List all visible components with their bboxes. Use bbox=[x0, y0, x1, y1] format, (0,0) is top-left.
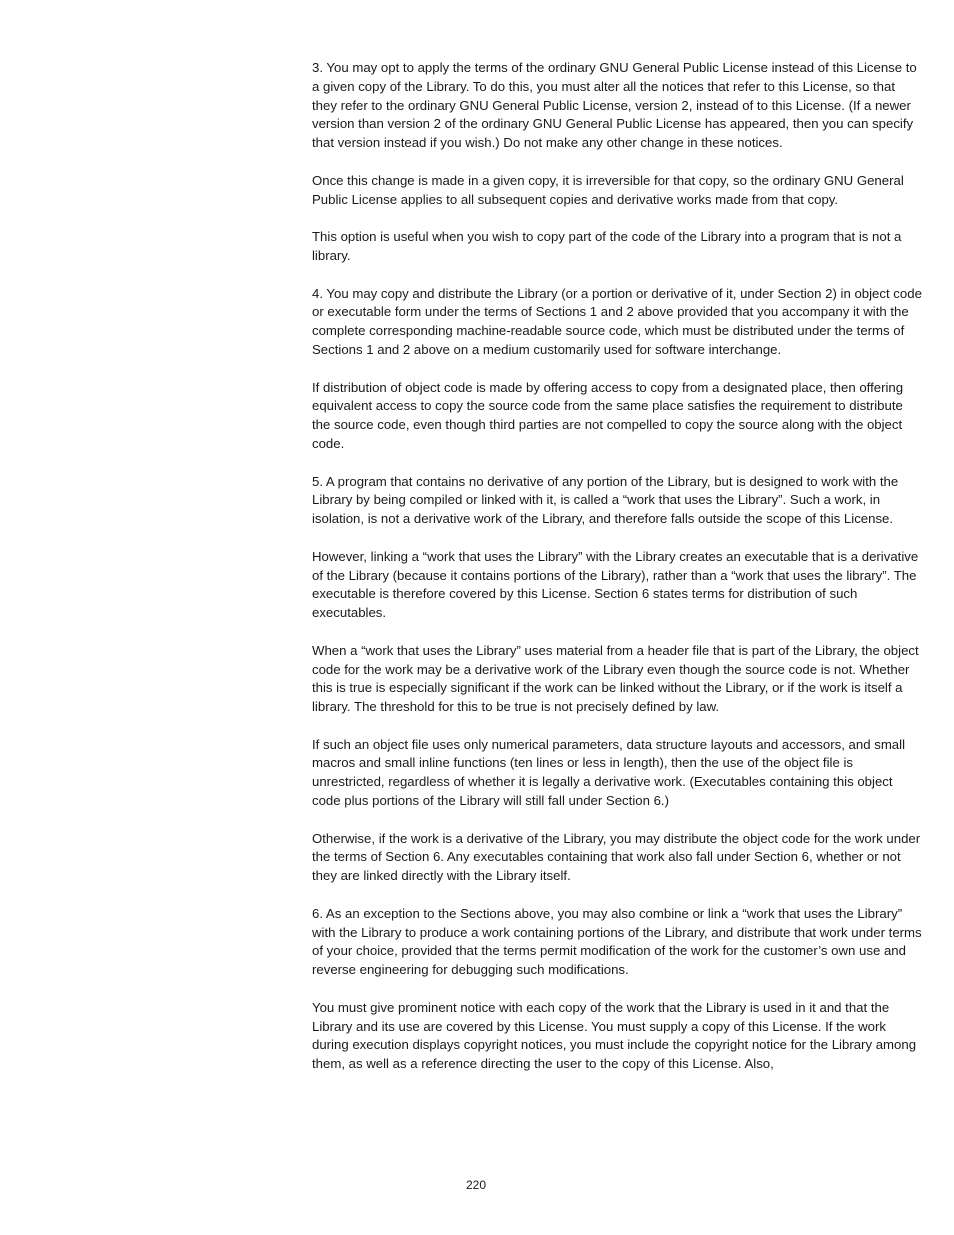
paragraph-distribution-object-code: If distribution of object code is made by offering access to copy from a designated place, then offering equivalent access to copy the source code from the same place satisfies the requirement to distribute the source code, even though third parties are not compelled to copy the source along with the object code. bbox=[312, 379, 904, 451]
paragraph-linking-executable: However, linking a “work that uses the Library” with the Library creates an executable that is a derivative of the Library (because it contains portions of the Library), rather than a “work that uses the library”. The executable is therefore covered by this License. Section 6 states terms for distribution of such executables. bbox=[312, 548, 919, 621]
page-body bbox=[312, 59, 922, 1093]
paragraph-prominent-notice: You must give prominent notice with each copy of the work that the Library is used in it and that the Library and its use are covered by this License. You must supply a copy of this License. If the work during execution displays copyright notices, you must include the copyright notice for the Library among them, as well as a reference directing the user to the copy of this License. Also, bbox=[312, 999, 917, 1072]
paragraph-numerical-parameters: If such an object file uses only numerical parameters, data structure layouts and accessors, and small macros and small inline functions (ten lines or less in length), then the use of the object file is unrestricted, regardless of whether it is legally a derivative work. (Executables containing this object code plus portions of the Library will still fall under Section 6.) bbox=[312, 736, 905, 809]
paragraph-otherwise-derivative: Otherwise, if the work is a derivative of the Library, you may distribute the object code for the work under the terms of Section 6. Any executables containing that work also fall under Section 6, whether or not they are linked directly with the Library itself. bbox=[312, 830, 921, 884]
page-number: 220 bbox=[466, 1178, 487, 1192]
paragraph-section-6: 6. As an exception to the Sections above, you may also combine or link a “work that uses the Library” with the Library to produce a work containing portions of the Library, and distribute that work under terms of your choice, provided that the terms permit modification of the work for the customer’s own use and reverse engineering for debugging such modifications. bbox=[312, 905, 922, 978]
paragraph-option-useful: This option is useful when you wish to copy part of the code of the Library into a program that is not a library. bbox=[312, 229, 902, 263]
paragraph-section-5: 5. A program that contains no derivative of any portion of the Library, but is designed to work with the Library by being compiled or linked with it, is called a “work that uses the Library”. Such a work, in isolation, is not a derivative work of the Library, and therefore falls outside the scope of this License. bbox=[312, 473, 899, 527]
paragraph-section-4: 4. You may copy and distribute the Library (or a portion or derivative of it, under Section 2) in object code or executable form under the terms of Sections 1 and 2 above provided that you accompany it with the complete corresponding machine-readable source code, which must be distributed under the terms of Sections 1 and 2 above on a medium customarily used for software interchange. bbox=[312, 285, 922, 357]
paragraph-irreversible-change: Once this change is made in a given copy, it is irreversible for that copy, so the ordinary GNU General Public License applies to all subsequent copies and derivative works made from that copy. bbox=[312, 172, 904, 207]
paragraph-section-3: 3. You may opt to apply the terms of the ordinary GNU General Public License instead of this License to a given copy of the Library. To do this, you must alter all the notices that refer to this License, so that they refer to the ordinary GNU General Public License, version 2, instead of to this License. (If a newer version than version 2 of the ordinary GNU General Public License has appeared, then you can specify that version instead if you wish.) Do not make any other change in these notices. bbox=[312, 60, 917, 151]
paragraph-header-file: When a “work that uses the Library” uses material from a header file that is part of the Library, the object code for the work may be a derivative work of the Library even though the source code is not. Whether this is true is especially significant if the work can be linked without the Library, or if the work is itself a library. The threshold for this to be true is not precisely defined by law. bbox=[312, 642, 919, 715]
